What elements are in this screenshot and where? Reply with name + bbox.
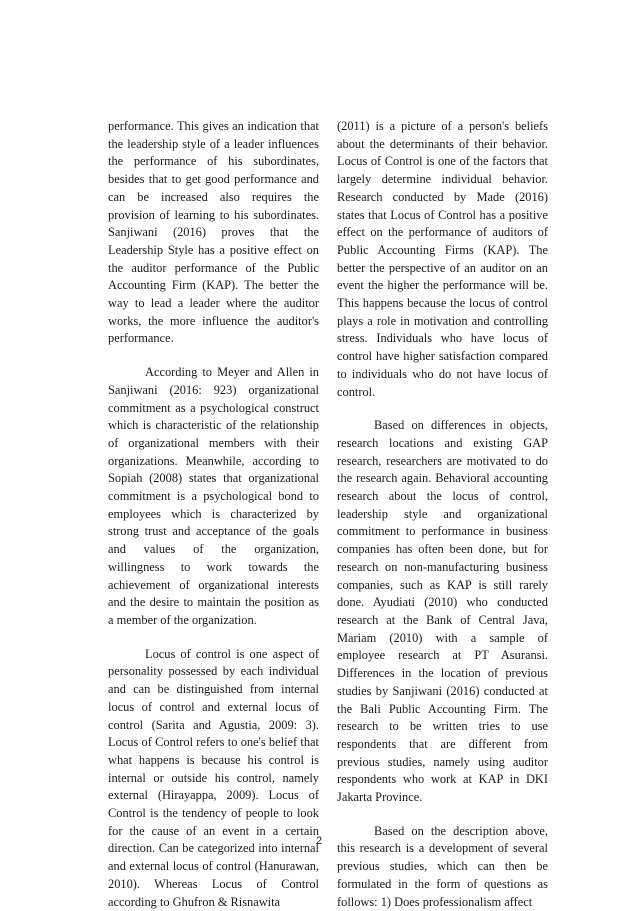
right-column: [337, 118, 548, 911]
paragraph-research-gap: Based on differences in objects, research locations and existing GAP research, researchers are motivated to do the research again. Behavioral accounting research about the locus of control, leadership style and organizational commitment to performance in business companies has often been done, but for research on non-manufacturing business companies, such as KAP is still rarely done. Ayudiati (2010) who conducted research at the Bank of Central Java, Mariam (2010) with a sample of employee research at PT Asuransi. Differences in the location of previous studies by Sanjiwani (2016) conducted at the Bali Public Accounting Firm. The research to be written tries to use respondents that are different from previous studies, namely using auditor respondents who work at KAP in DKI Jakarta Province.: [337, 418, 548, 805]
page-number: 2: [315, 835, 323, 847]
paragraph-leadership-performance: performance. This gives an indication that the leadership style of a leader influences the performance of his subordinates, besides that to get good performance and can be increased also requires the provision of learning to his subordinates. Sanjiwani (2016) proves that the Leadership Style has a positive effect on the auditor performance of the Public Accounting Firm (KAP). The better the way to lead a leader where the auditor works, the more influence the auditor's performance.: [108, 119, 319, 346]
paragraph-research-questions: Based on the description above, this research is a development of several previous studies, which can then be formulated in the form of questions as follows: 1) Does professionalism affect: [337, 823, 548, 909]
paragraph-locus-of-control-continued: (2011) is a picture of a person's beliefs about the determinants of their behavior. Locus of Control is one of the factors that largely determine individual behavior. Research conducted by Made (2016) states that Locus of Control has a positive effect on the performance of auditors of Public Accounting Firms (KAP). The better the perspective of an auditor on an event the higher the performance will be. This happens because the locus of control plays a role in motivation and controlling stress. Individuals who have locus of control have higher satisfaction compared to individuals who do not have locus of control.: [337, 119, 548, 399]
paragraph-locus-of-control: Locus of control is one aspect of personality possessed by each individual and can be distinguished from internal locus of control and external locus of control (Sarita and Agustia, 2009: 3). Locus of Control refers to one's belief that what happens is because his control is internal or outside his control, namely external (Hirayappa, 2009). Locus of Control is the tendency of people to look for the cause of an event in a certain direction. Can be categorized into internal and external locus of control (Hanurawan, 2010). Whereas Locus of Control according to Ghufron & Risnawita: [108, 646, 319, 909]
left-column: [108, 118, 319, 911]
paragraph-organizational-commitment: According to Meyer and Allen in Sanjiwani (2016: 923) organizational commitment as a psychological construct which is characteristic of the relationship of organizational members with their organizations. Meanwhile, according to Sopiah (2008) states that organizational commitment is a psychological bond to employees which is characterized by strong trust and acceptance of the goals and values of the organization, willingness to work towards the achievement of organizational interests and the desire to maintain the position as a member of the organization.: [108, 365, 319, 627]
